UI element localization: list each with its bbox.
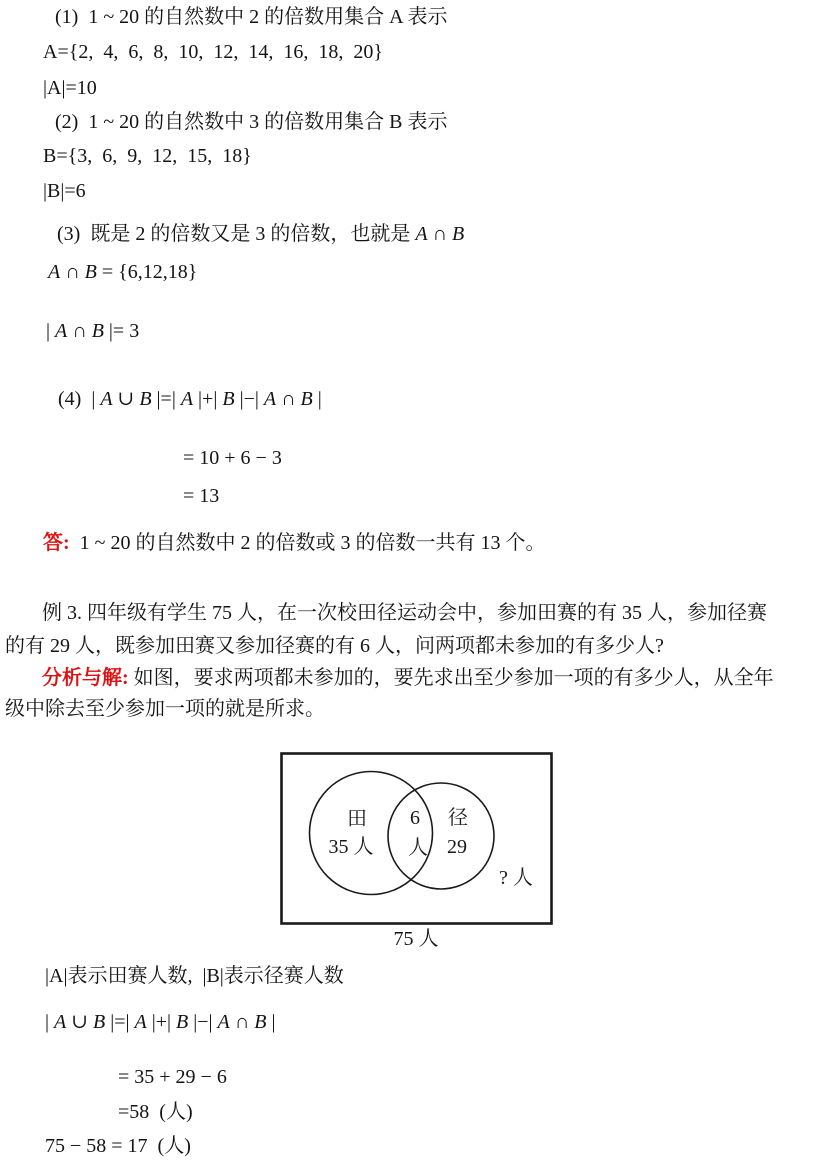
answer-line <box>43 532 546 555</box>
item1-label: (1) 1 ~ 20 的自然数中 2 的倍数用集合 A 表示 <box>55 6 448 28</box>
example3-line1: 例 3. 四年级有学生 75 人，在一次校田径运动会中，参加田赛的有 35 人，参加径赛 <box>42 602 767 624</box>
item2-label: (2) 1 ~ 20 的自然数中 3 的倍数用集合 B 表示 <box>55 111 448 133</box>
analysis-text1: 如图，要求两项都未参加的，要先求出至少参加一项的有多少人，从全年 <box>128 667 774 689</box>
answer-text: 1 ~ 20 的自然数中 2 的倍数或 3 的倍数一共有 13 个。 <box>69 532 546 554</box>
solution-note: |A|表示田赛人数, |B|表示径赛人数 <box>45 965 344 987</box>
item4-step2: = 13 <box>183 485 220 507</box>
solution-step1: = 35 + 29 − 6 <box>118 1066 227 1088</box>
example3-line2: 的有 29 人，既参加田赛又参加径赛的有 6 人，问两项都未参加的有多少人? <box>5 635 664 657</box>
item1-cardinality: |A|=10 <box>43 77 97 99</box>
venn-left-top-label: 田 <box>347 808 367 830</box>
venn-svg <box>280 752 553 925</box>
solution-step2: =58 (人) <box>118 1101 193 1123</box>
venn-right-top-label: 径 <box>448 807 468 829</box>
item2-set: B={3, 6, 9, 12, 15, 18} <box>43 145 252 167</box>
item1-set: A={2, 4, 6, 8, 10, 12, 14, 16, 18, 20} <box>43 41 383 63</box>
venn-mid-top-label: 6 <box>410 807 420 829</box>
venn-mid-bottom-label: 人 <box>408 837 428 859</box>
item3-set: A ∩ B = {6,12,18} <box>48 261 198 283</box>
answer-prefix: 答: <box>43 532 70 554</box>
solution-step3: 75 − 58 = 17 (人) <box>45 1135 191 1157</box>
analysis-line2: 级中除去至少参加一项的就是所求。 <box>5 698 325 720</box>
venn-right-circle <box>388 783 494 889</box>
analysis-line1 <box>42 667 774 690</box>
item4-step1: = 10 + 6 − 3 <box>183 447 282 469</box>
venn-diagram <box>280 752 553 930</box>
venn-left-bottom-label: 35 人 <box>328 836 374 858</box>
solution-formula: | A ∪ B |=| A |+| B |−| A ∩ B | <box>45 1011 276 1033</box>
item4-formula: (4) | A ∪ B |=| A |+| B |−| A ∩ B | <box>58 388 322 410</box>
item3-label: (3) 既是 2 的倍数又是 3 的倍数，也就是 A ∩ B <box>57 223 465 245</box>
item3-cardinality: | A ∩ B |= 3 <box>46 320 140 342</box>
venn-total-label: 75 人 <box>393 928 439 950</box>
item2-cardinality: |B|=6 <box>43 180 86 202</box>
analysis-prefix: 分析与解: <box>42 667 129 689</box>
venn-right-bottom-label: 29 <box>447 836 467 858</box>
venn-outside-label: ? 人 <box>499 867 533 889</box>
